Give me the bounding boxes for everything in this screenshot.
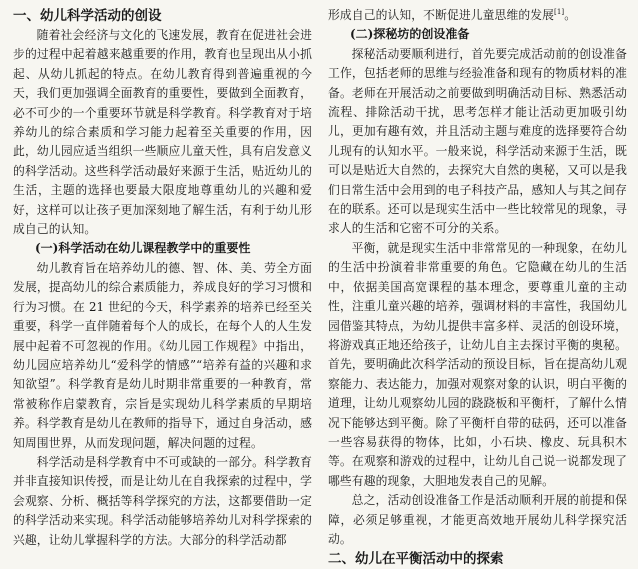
- paragraph-intro: 随着社会经济与文化的飞速发展，教育在促进社会进步的过程中起着越来越重要的作用，教育也呈现出从小抓起、从幼儿抓起的特点。在幼儿教育得到普遍重视的今天，我们更加强调全面教育的重要性，要做到全面教育，必不可少的一个重要环节就是科学教育。科学教育对于培养幼儿的综合素质和学习能力起着至关重要的作用，因此，幼儿园应适当组织一些顺应儿童天性，具有启发意义的科学活动。这些科学活动最好来源于生活，贴近幼儿的生活，主题的选择也要最大限度地尊重幼儿的兴趣和爱好，这样可以让孩子更加深刻地了解生活，有利于幼儿形成自己的认知。: [13, 28, 312, 237]
- section-heading-1: 一、幼儿科学活动的创设: [13, 8, 162, 24]
- continued-text: 形成自己的认知，不断促进儿童思维的发展: [328, 8, 555, 22]
- paragraph-science-activity: 科学活动是科学教育中不可或缺的一部分。科学教育并非直接知识传授，而是让幼儿在自我探索的过程中，学会观察、分析、概括等科学探究的方法，这都要借助一定的科学活动来实现。科学活动能够培养幼儿对科学探索的兴趣，让幼儿掌握科学的方法。大部分的科学活动都: [13, 454, 312, 547]
- paragraph-summary: 总之，活动创设准备工作是活动顺利开展的前提和保障，必须足够重视，才能更高效地开展幼儿科学探究活动。: [328, 493, 627, 546]
- paragraph-importance: 幼儿教育旨在培养幼儿的德、智、体、美、劳全方面发展，提高幼儿的综合素质能力，养成良好的学习习惯和行为习惯。在 21 世纪的今天，科学素养的培养已经至关重要，科学一直伴随着每个人的成长，在每个人的人生发展中起着不可忽视的作用。《幼儿园工作规程》中指出，幼儿园应培养幼儿“爱科学的情感”“培养有益的兴趣和求知欲望”。科学教育是幼儿时期非常重要的一种教育，常常被称作启蒙教育，宗旨是实现幼儿科学素质的早期培养。科学教育是幼儿在教师的指导下，通过自身活动，感知周围世界，从而发现问题，解决问题的过程。: [13, 260, 312, 450]
- right-column: [328, 6, 627, 569]
- section-heading-2: 二、幼儿在平衡活动中的探索: [328, 551, 504, 568]
- subheading-preparation: (二)探秘坊的创设准备: [350, 27, 470, 42]
- subheading-importance: (一)科学活动在幼儿课程教学中的重要性: [35, 241, 251, 256]
- paragraph-continued: [328, 6, 627, 25]
- left-column: [13, 6, 312, 550]
- paragraph-preparation: 探秘活动要顺利进行，首先要完成活动前的创设准备工作，包括老师的思维与经验准备和现有的物质材料的准备。老师在开展活动之前要做到明确活动目标、熟悉活动流程、排除活动干扰，思考怎样才能让活动更加吸引幼儿，更加有趣有效，并且活动主题与难度的选择要符合幼儿现有的认知水平。一般来说，科学活动来源于生活，既可以是贴近大自然的，去探究大自然的奥秘，又可以是我们日常生活中会用到的电子科技产品，感知人与其之间存在的联系。还可以是现实生活中一些比较常见的现象，寻求人的生活和它密不可分的关系。: [328, 46, 627, 236]
- citation-marker: [1]: [554, 8, 565, 17]
- continued-end: 。: [564, 8, 577, 22]
- paragraph-balance: 平衡，就是现实生活中非常常见的一种现象，在幼儿的生活中扮演着非常重要的角色。它隐藏在幼儿的生活中，依据美国高宽课程的基本理念，要尊重儿童的主动性，注重儿童兴趣的培养，强调材料的丰富性，我国幼儿园借鉴其特点，为幼儿提供丰富多样、灵活的创设环境，将游戏真正地还给孩子，让幼儿自主去探讨平衡的奥秘。首先，要明确此次科学活动的预设目标，旨在提高幼儿观察能力、表达能力，加强对观察对象的认识，明白平衡的道理，让幼儿观察幼儿园的跷跷板和平衡杆，了解什么情况下能够达到平衡。除了平衡杆自带的砝码，还可以准备一些容易获得的物体，比如，小石块、橡皮、玩具积木等。在观察和游戏的过程中，让幼儿自己说一说都发现了哪些有趣的现象，大胆地发表自己的见解。: [328, 240, 627, 488]
